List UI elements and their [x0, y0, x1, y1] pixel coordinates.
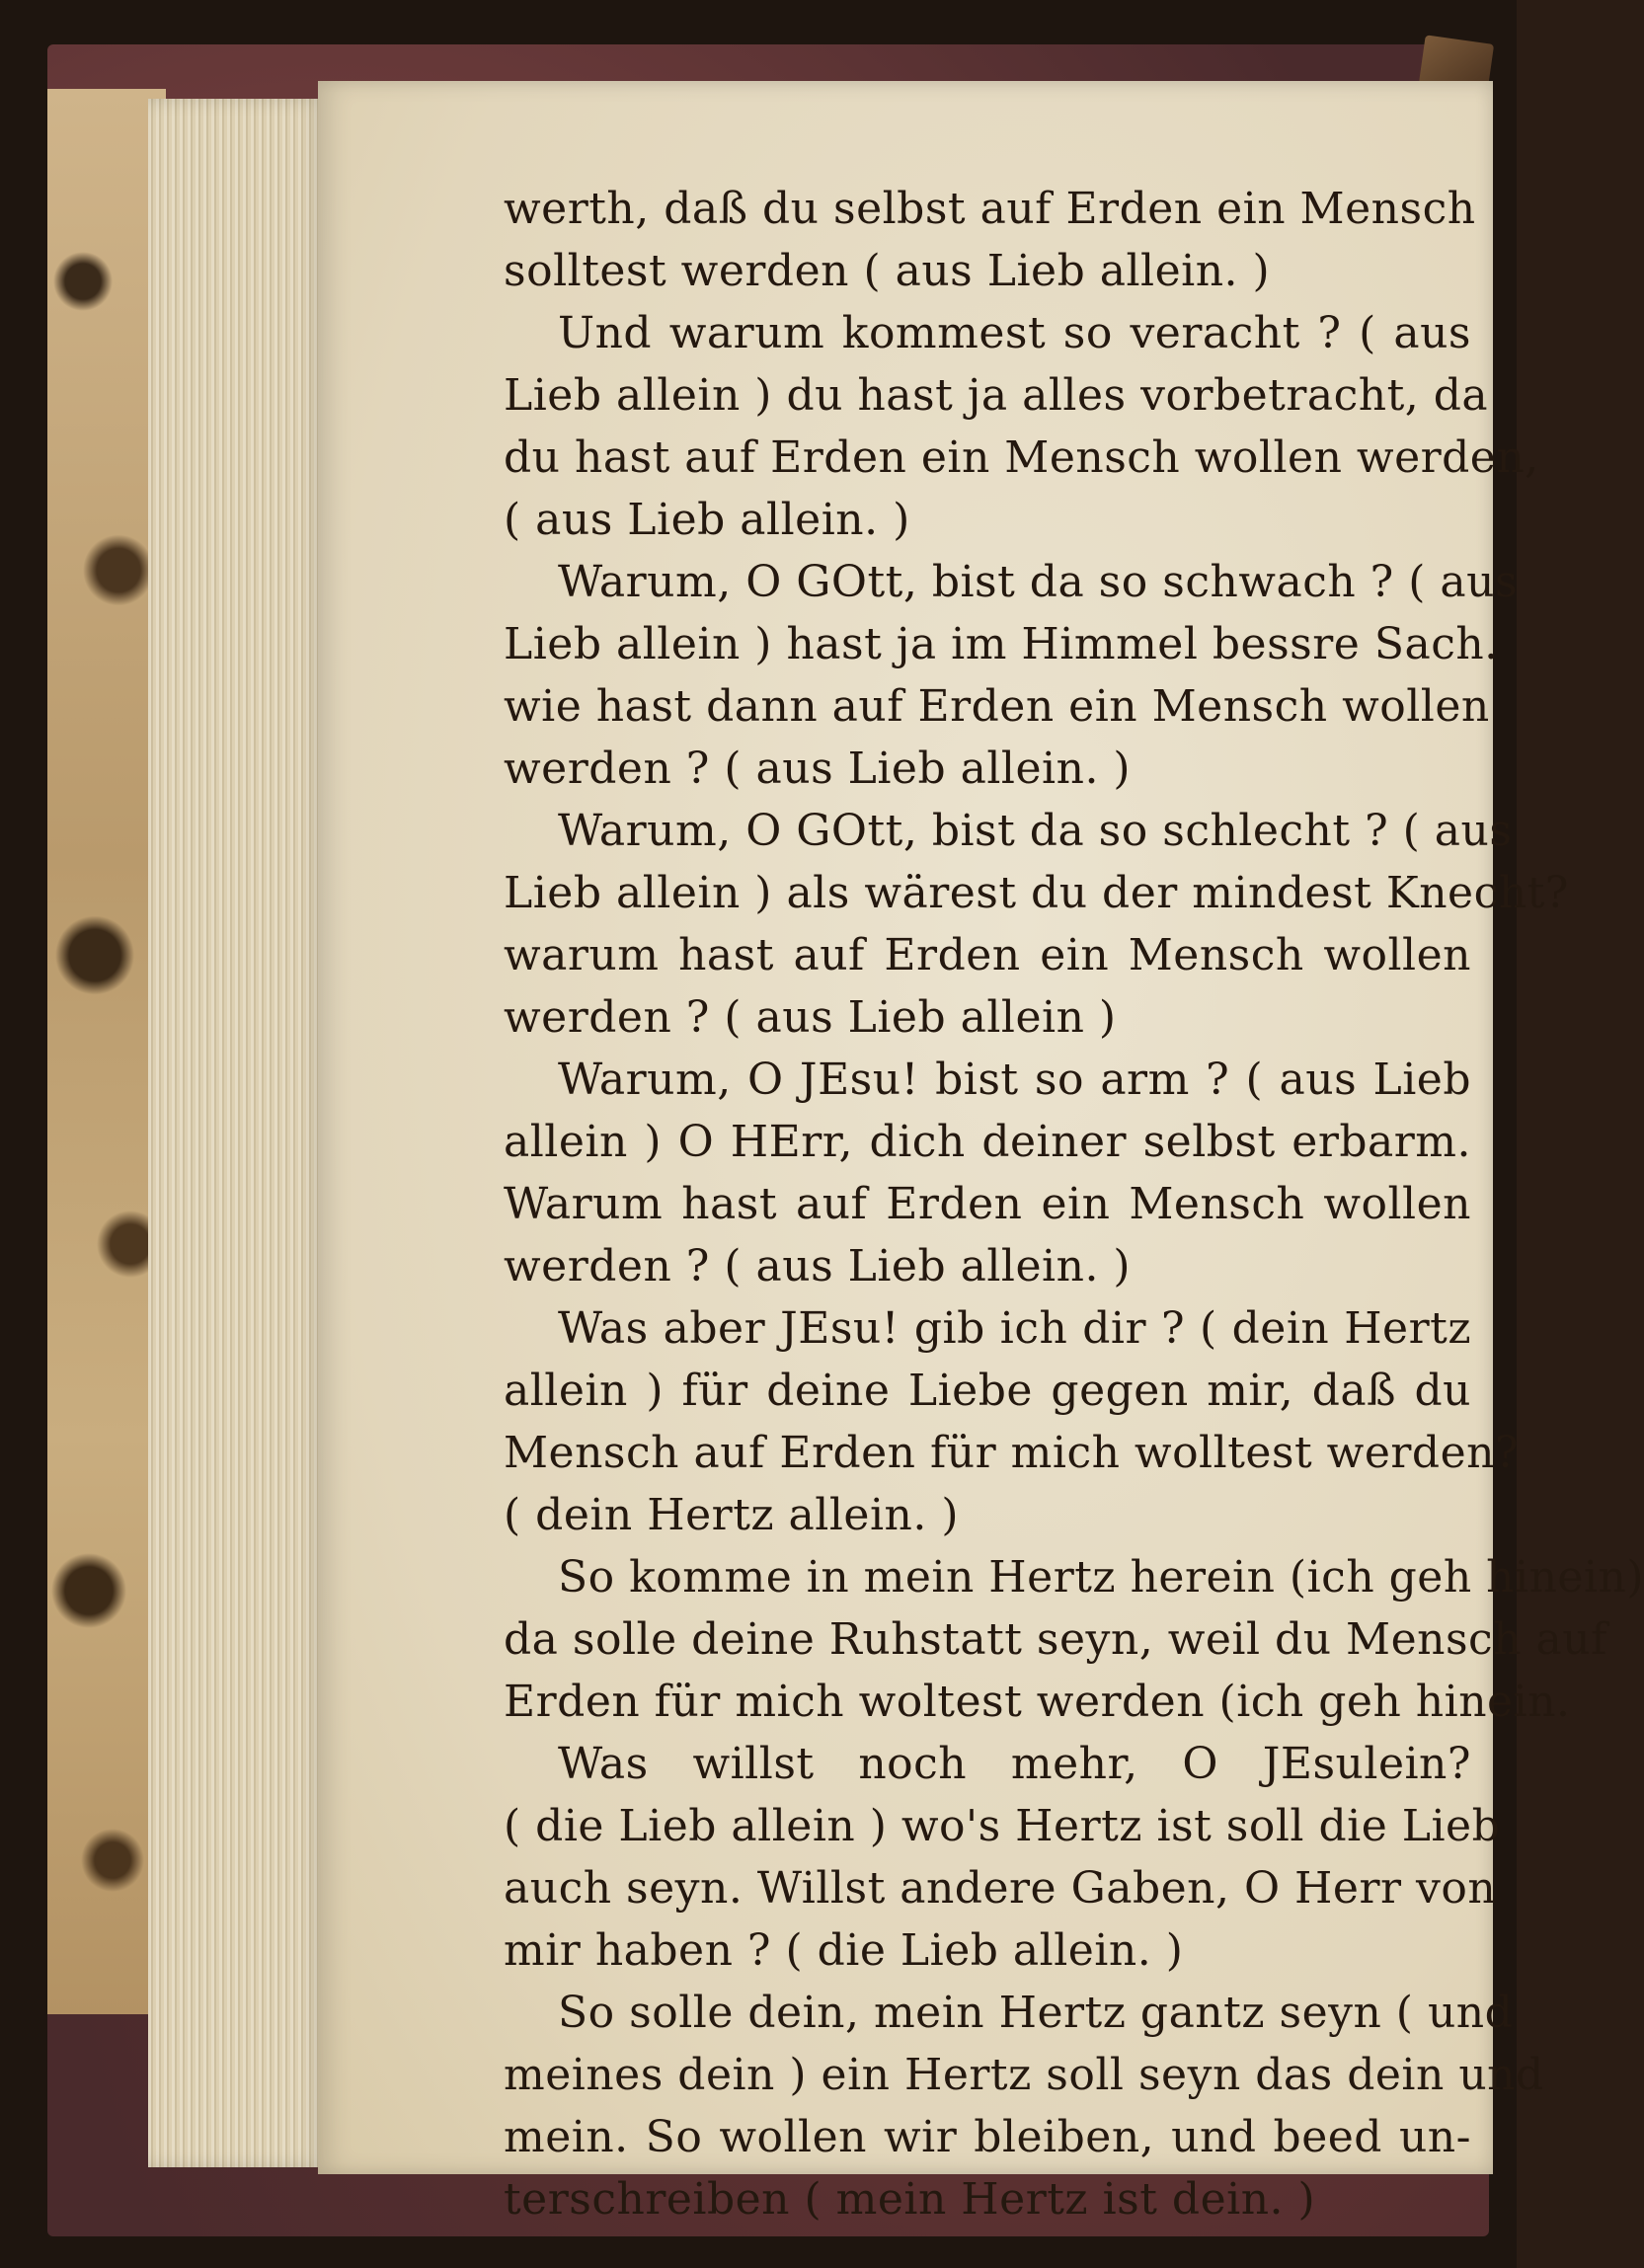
text-line: Lieb allein ) als wärest du der mindest Knecht?: [504, 868, 1569, 918]
text-line: Warum hast auf Erden ein Mensch wollen: [504, 1179, 1471, 1229]
text-line: Warum, O GOtt, bist da so schlecht ? ( aus: [558, 806, 1513, 856]
text-line: auch seyn. Willst andere Gaben, O Herr von: [504, 1863, 1497, 1914]
text-line: Lieb allein ) du hast ja alles vorbetracht, da: [504, 370, 1489, 421]
text-line: allein ) für deine Liebe gegen mir, daß du: [504, 1366, 1471, 1416]
page-text-block: [504, 178, 1644, 2230]
text-line: mein. So wollen wir bleiben, und beed un-: [504, 2112, 1471, 2162]
page-edges: [148, 99, 326, 2167]
text-line: So komme in mein Hertz herein (ich geh hinein): [558, 1552, 1644, 1603]
text-line: wie hast dann auf Erden ein Mensch wollen: [504, 681, 1490, 732]
text-line: terschreiben ( mein Hertz ist dein. ): [504, 2174, 1316, 2225]
text-line: du hast auf Erden ein Mensch wollen werden,: [504, 432, 1539, 483]
text-line: Lieb allein ) hast ja im Himmel bessre Sach.: [504, 619, 1499, 669]
text-line: solltest werden ( aus Lieb allein. ): [504, 246, 1271, 296]
text-line: ( dein Hertz allein. ): [504, 1490, 960, 1540]
text-line: Was aber JEsu! gib ich dir ? ( dein Hertz: [558, 1303, 1471, 1354]
text-line: werden ? ( aus Lieb allein ): [504, 992, 1117, 1043]
text-line: Und warum kommest so veracht ? ( aus: [558, 308, 1471, 358]
text-line: Warum, O JEsu! bist so arm ? ( aus Lieb: [558, 1055, 1471, 1105]
text-line: So solle dein, mein Hertz gantz seyn ( und: [558, 1988, 1514, 2038]
text-line: Erden für mich woltest werden (ich geh hinein.: [504, 1677, 1571, 1727]
text-line: Was willst noch mehr, O JEsulein?: [558, 1739, 1471, 1789]
text-line: ( aus Lieb allein. ): [504, 495, 910, 545]
text-line: werth, daß du selbst auf Erden ein Mensch: [504, 184, 1476, 234]
text-line: da solle deine Ruhstatt seyn, weil du Mensch auf: [504, 1614, 1607, 1665]
text-line: ( die Lieb allein ) wo's Hertz ist soll die Lieb: [504, 1801, 1501, 1851]
text-line: mir haben ? ( die Lieb allein. ): [504, 1925, 1184, 1976]
text-line: werden ? ( aus Lieb allein. ): [504, 743, 1132, 794]
text-line: meines dein ) ein Hertz soll seyn das dein und: [504, 2050, 1544, 2100]
text-line: warum hast auf Erden ein Mensch wollen: [504, 930, 1471, 980]
text-line: werden ? ( aus Lieb allein. ): [504, 1241, 1132, 1291]
text-line: Warum, O GOtt, bist da so schwach ? ( aus: [558, 557, 1519, 607]
text-line: Mensch auf Erden für mich wolltest werden?: [504, 1428, 1520, 1478]
text-line: allein ) O HErr, dich deiner selbst erbarm.: [504, 1117, 1471, 1167]
